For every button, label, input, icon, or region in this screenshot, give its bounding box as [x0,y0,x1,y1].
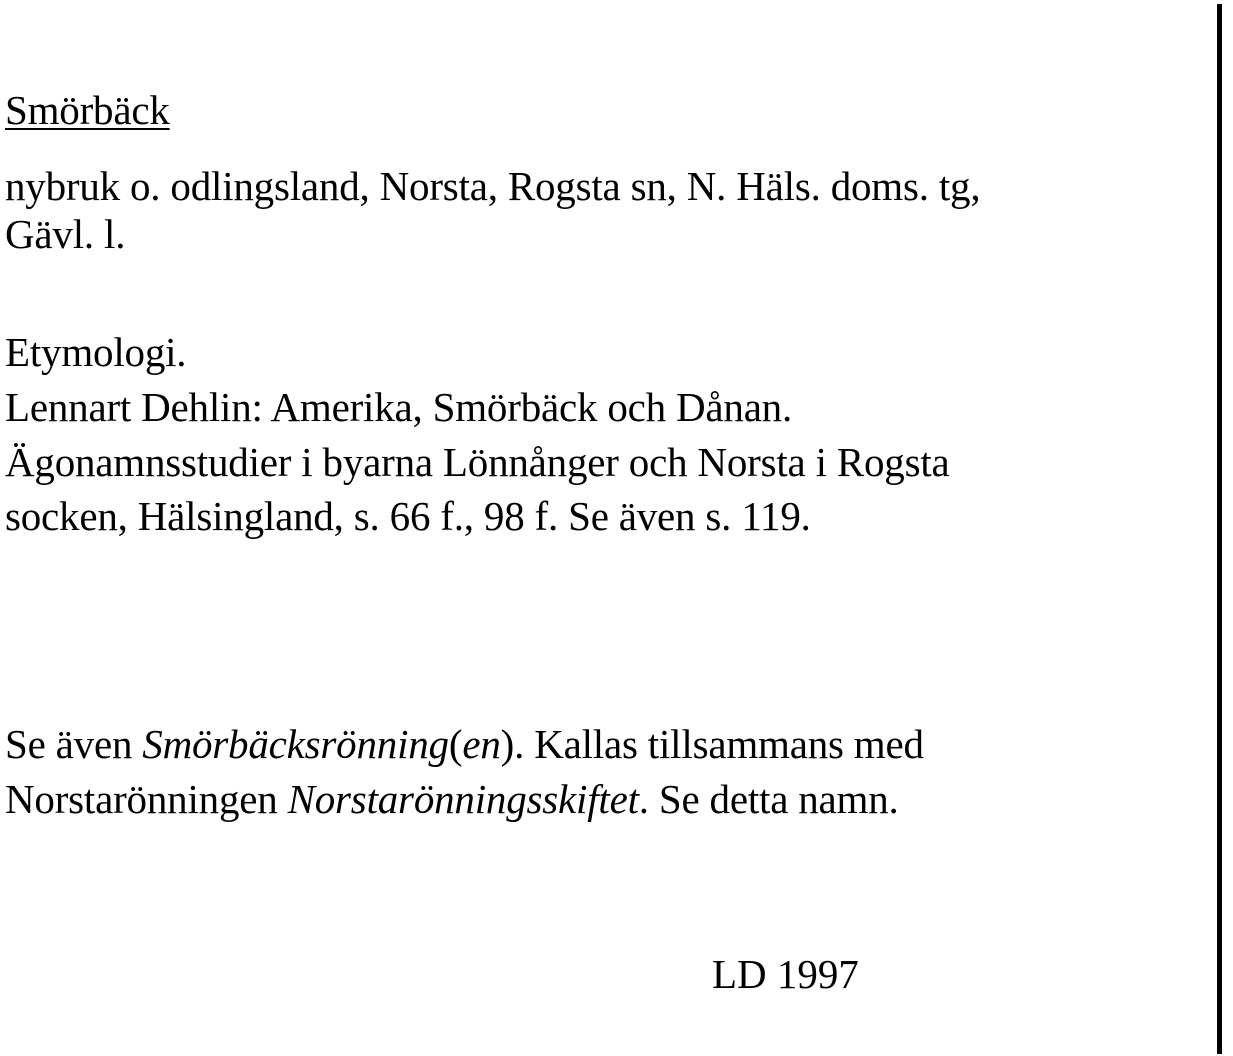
definition-line-1: nybruk o. odlingsland, Norsta, Rogsta sn, N. Häls. doms. tg, [5,163,981,209]
etymology-line-3: socken, Hälsingland, s. 66 f., 98 f. Se även s. 119. [5,493,811,539]
see-also-prefix: Se även [5,721,143,767]
cross-reference-name: Smörbäcksrönning [142,721,449,767]
card-edge-rule [1217,4,1222,1054]
see-also-line-1 [5,720,924,768]
see-also-continuation: Kallas tillsammans med [524,721,924,767]
paren-open: ( [448,721,463,767]
etymology-line-1: Lennart Dehlin: Amerika, Smörbäck och Dånan. [5,384,793,430]
cross-reference-suffix: en [462,721,501,767]
paren-close: ). [500,721,525,767]
definition-line-2: Gävl. l. [5,211,126,257]
see-also-line-2-suffix: . Se detta namn. [638,776,899,822]
signature: LD 1997 [712,951,859,997]
cross-reference-name-2: Norstarönningsskiftet [287,776,639,822]
headword: Smörbäck [5,87,170,133]
etymology-line-2: Ägonamnsstudier i byarna Lönnånger och Norsta i Rogsta [5,439,950,485]
see-also-line-2 [5,775,899,823]
etymology-heading: Etymologi. [5,329,187,375]
see-also-line-2-prefix: Norstarönningen [5,776,288,822]
